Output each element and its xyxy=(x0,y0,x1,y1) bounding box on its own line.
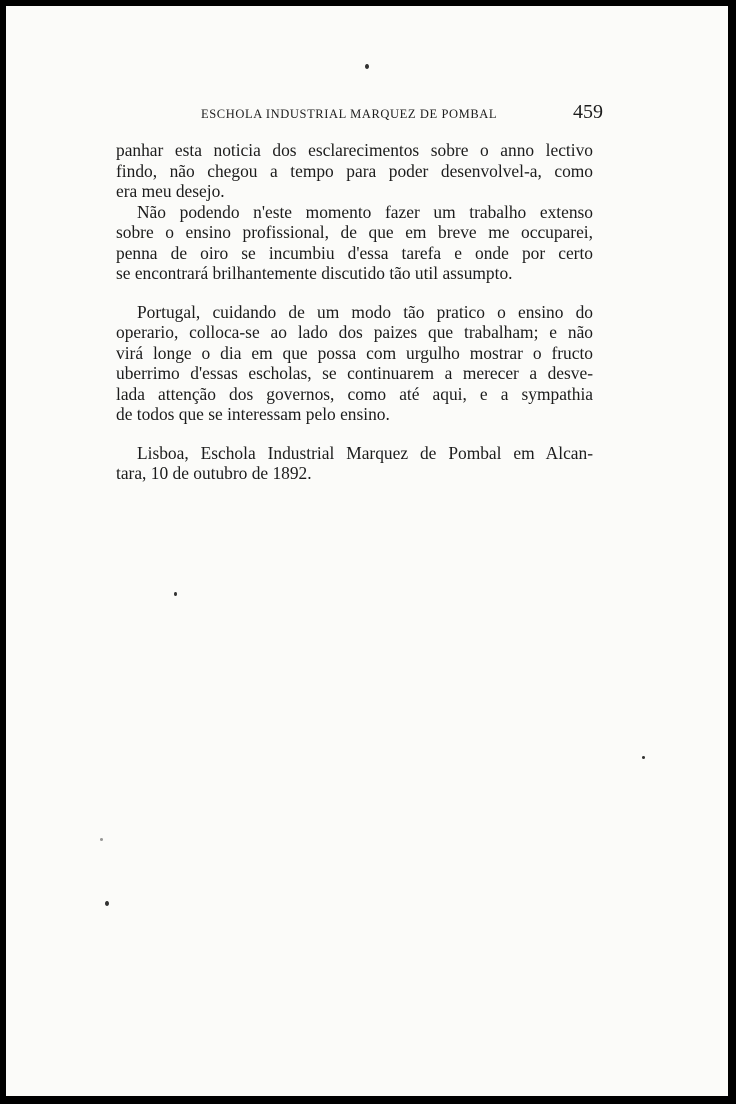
running-title: ESCHOLA INDUSTRIAL MARQUEZ DE POMBAL xyxy=(201,107,498,121)
scan-speck xyxy=(365,64,369,69)
scan-speck xyxy=(100,838,103,841)
text-line: operario, colloca-se ao lado dos paizes que trabalham; e não xyxy=(116,322,593,342)
paragraph-portugal xyxy=(116,302,593,425)
text-line: penna de oiro se incumbiu d'essa tarefa e onde por certo xyxy=(116,242,593,263)
running-header xyxy=(201,101,603,131)
text-line: sobre o ensino profissional, de que em breve me occuparei, xyxy=(116,222,593,242)
book-page xyxy=(6,6,728,1096)
text-line: Portugal, cuidando de um modo tão pratico o ensino do xyxy=(137,301,593,322)
scan-speck xyxy=(642,756,645,759)
paragraph-ensino xyxy=(116,202,593,284)
page-number: 459 xyxy=(573,101,603,123)
text-line: se encontrará brilhantemente discutido tão util assumpto. xyxy=(116,263,513,283)
text-line: Lisboa, Eschola Industrial Marquez de Pombal em Alcan- xyxy=(137,442,593,463)
text-line: virá longe o dia em que possa com urgulho mostrar o fructo xyxy=(116,342,593,363)
paragraph-continuation xyxy=(116,140,593,202)
text-line: Não podendo n'este momento fazer um trabalho extenso xyxy=(137,201,593,222)
text-line: lada attenção dos governos, como até aqui, e a sympathia xyxy=(116,383,593,404)
text-line: tara, 10 de outubro de 1892. xyxy=(116,463,312,483)
text-line: de todos que se interessam pelo ensino. xyxy=(116,404,390,424)
text-line: era meu desejo. xyxy=(116,181,225,201)
text-line: findo, não chegou a tempo para poder desenvolvel-a, como xyxy=(116,160,593,181)
text-line: panhar esta noticia dos esclarecimentos sobre o anno lectivo xyxy=(116,140,593,160)
scan-speck xyxy=(105,901,109,906)
text-line: uberrimo d'essas escholas, se continuarem a merecer a desve- xyxy=(116,363,593,383)
scan-speck xyxy=(174,592,177,596)
body-text xyxy=(116,140,593,484)
paragraph-dateline xyxy=(116,443,593,484)
